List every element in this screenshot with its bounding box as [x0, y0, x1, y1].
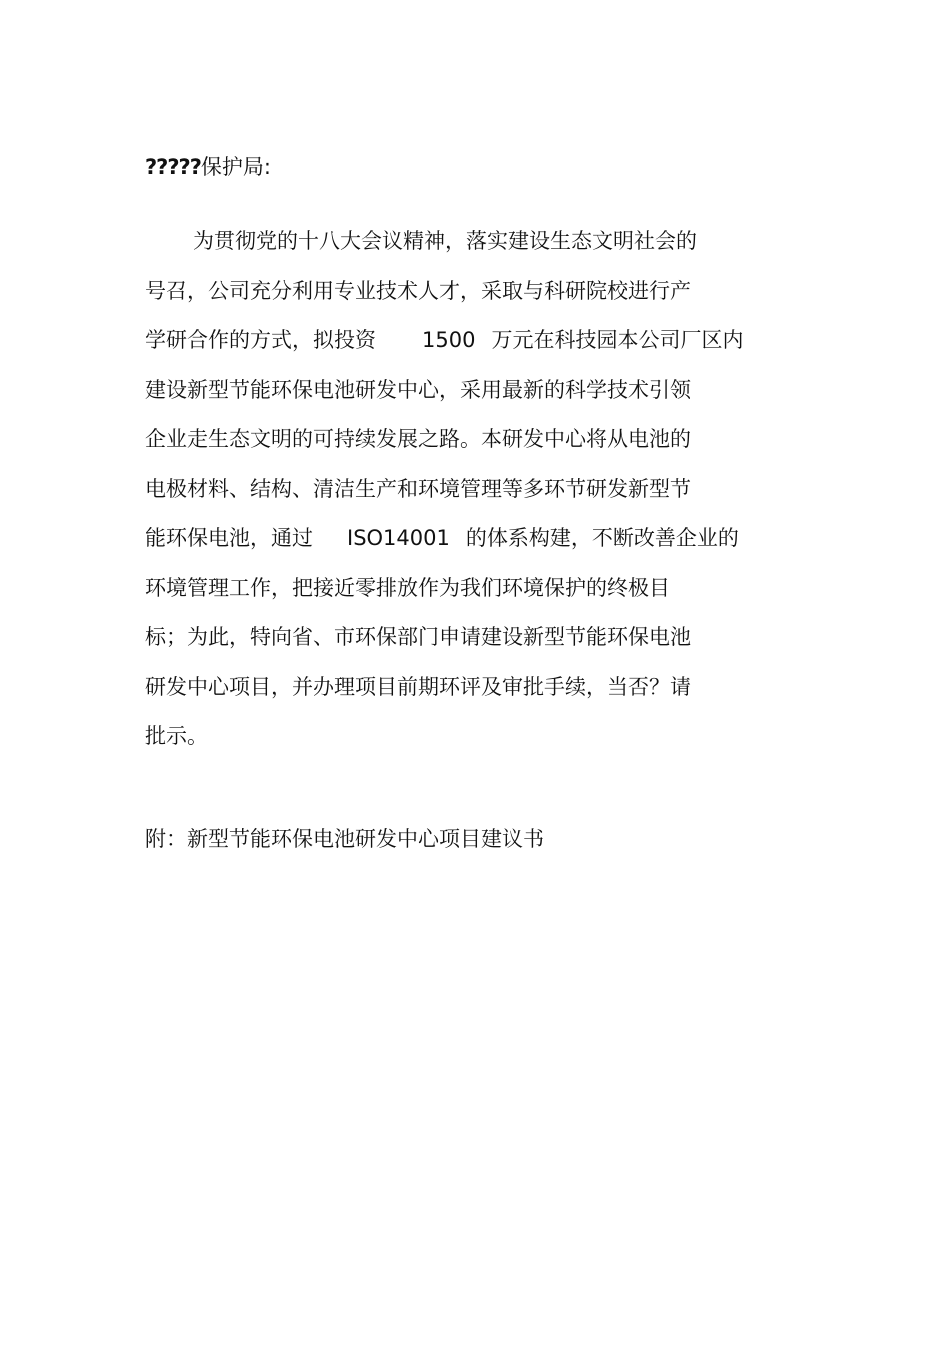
letter-body [145, 226, 825, 771]
body-line-10: 研发中心项目，并办理项目前期环评及审批手续，当否？请 [145, 674, 691, 699]
attachment-note: 附：新型节能环保电池研发中心项目建议书 [145, 827, 544, 851]
body-line-7-part-a: 能环保电池，通过 [145, 526, 313, 550]
body-line-3 [145, 325, 825, 375]
body-line-7-part-b: 的体系构建，不断改善企业的 [465, 526, 739, 550]
body-line-3-part-b: 万元在科技园本公司厂区内 [491, 328, 744, 352]
body-line-1: 为贯彻党的十八大会议精神，落实建设生态文明社会的 [193, 229, 697, 253]
body-line-8: 环境管理工作，把接近零排放作为我们环境保护的终极目 [145, 575, 670, 600]
body-line-4: 建设新型节能环保电池研发中心，采用最新的科学技术引领 [145, 377, 691, 402]
salutation-unknown-glyphs: ????? [145, 155, 201, 179]
body-line-3-part-a: 学研合作的方式，拟投资 [145, 328, 376, 352]
body-line-9: 标；为此，特向省、市环保部门申请建设新型节能环保电池 [145, 625, 691, 649]
salutation [145, 152, 271, 182]
salutation-text: 保护局: [200, 155, 271, 179]
body-line-5: 企业走生态文明的可持续发展之路。本研发中心将从电池的 [145, 427, 691, 451]
body-line-11: 批示。 [145, 724, 208, 748]
body-line-2: 号召，公司充分利用专业技术人才，采取与科研院校进行产 [145, 278, 691, 303]
iso-standard: ISO14001 [347, 526, 450, 550]
body-line-6: 电极材料、结构、清洁生产和环境管理等多环节研发新型节 [145, 476, 691, 501]
body-line-7 [145, 523, 825, 573]
investment-amount: 1500 [422, 328, 476, 352]
